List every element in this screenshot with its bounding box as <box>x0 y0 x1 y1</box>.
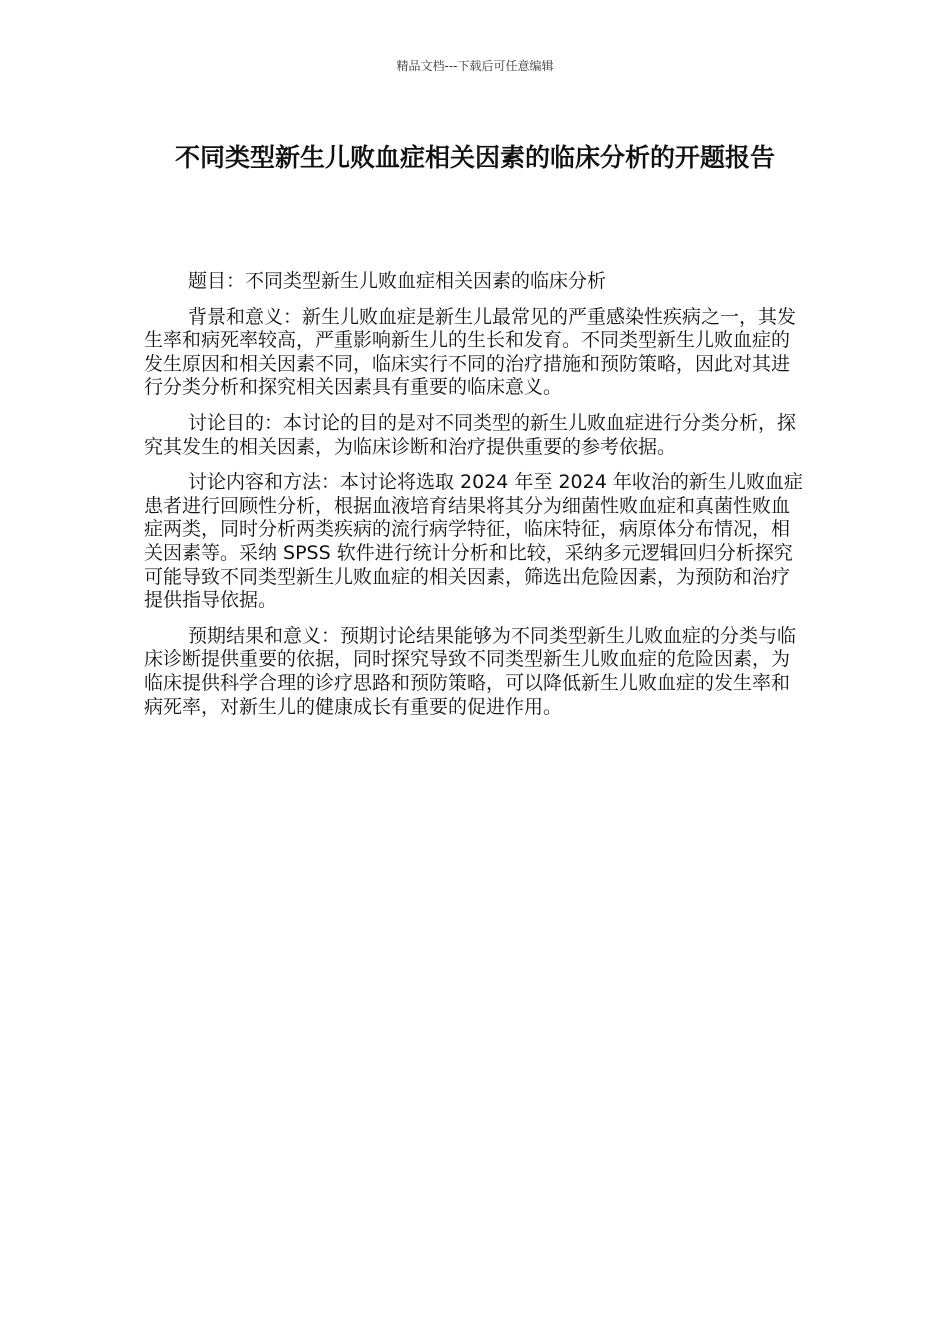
paragraph-purpose: 讨论目的：本讨论的目的是对不同类型的新生儿败血症进行分类分析，探究其发生的相关因素，为临床诊断和治疗提供重要的参考依据。 <box>144 411 797 458</box>
page-header: 精品文档---下载后可任意编辑 <box>396 59 554 73</box>
document-title: 不同类型新生儿败血症相关因素的临床分析的开题报告 <box>174 143 775 172</box>
paragraph-topic: 题目：不同类型新生儿败血症相关因素的临床分析 <box>188 270 607 292</box>
paragraph-expected-results: 预期结果和意义：预期讨论结果能够为不同类型新生儿败血症的分类与临床诊断提供重要的依据，同时探究导致不同类型新生儿败血症的危险因素，为临床提供科学合理的诊疗思路和预防策略，可以降低新生儿败血症的发生率和病死率，对新生儿的健康成长有重要的促进作用。 <box>144 624 797 718</box>
paragraph-background: 背景和意义：新生儿败血症是新生儿最常见的严重感染性疾病之一，其发生率和病死率较高，严重影响新生儿的生长和发育。不同类型新生儿败血症的发生原因和相关因素不同，临床实行不同的治疗措施和预防策略，因此对其进行分类分析和探究相关因素具有重要的临床意义。 <box>144 305 797 399</box>
paragraph-methods: 讨论内容和方法：本讨论将选取 2024 年至 2024 年收治的新生儿败血症患者进行回顾性分析，根据血液培育结果将其分为细菌性败血症和真菌性败血症两类，同时分析两类疾病的流行病学特征，临床特征，病原体分布情况，相关因素等。采纳 SPSS 软件进行统计分析和比较，采纳多元逻辑回归分析探究可能导致不同类型新生儿败血症的相关因素，筛选出危险因素，为预防和治疗提供指导依据。 <box>144 471 803 612</box>
document-body <box>144 270 808 731</box>
